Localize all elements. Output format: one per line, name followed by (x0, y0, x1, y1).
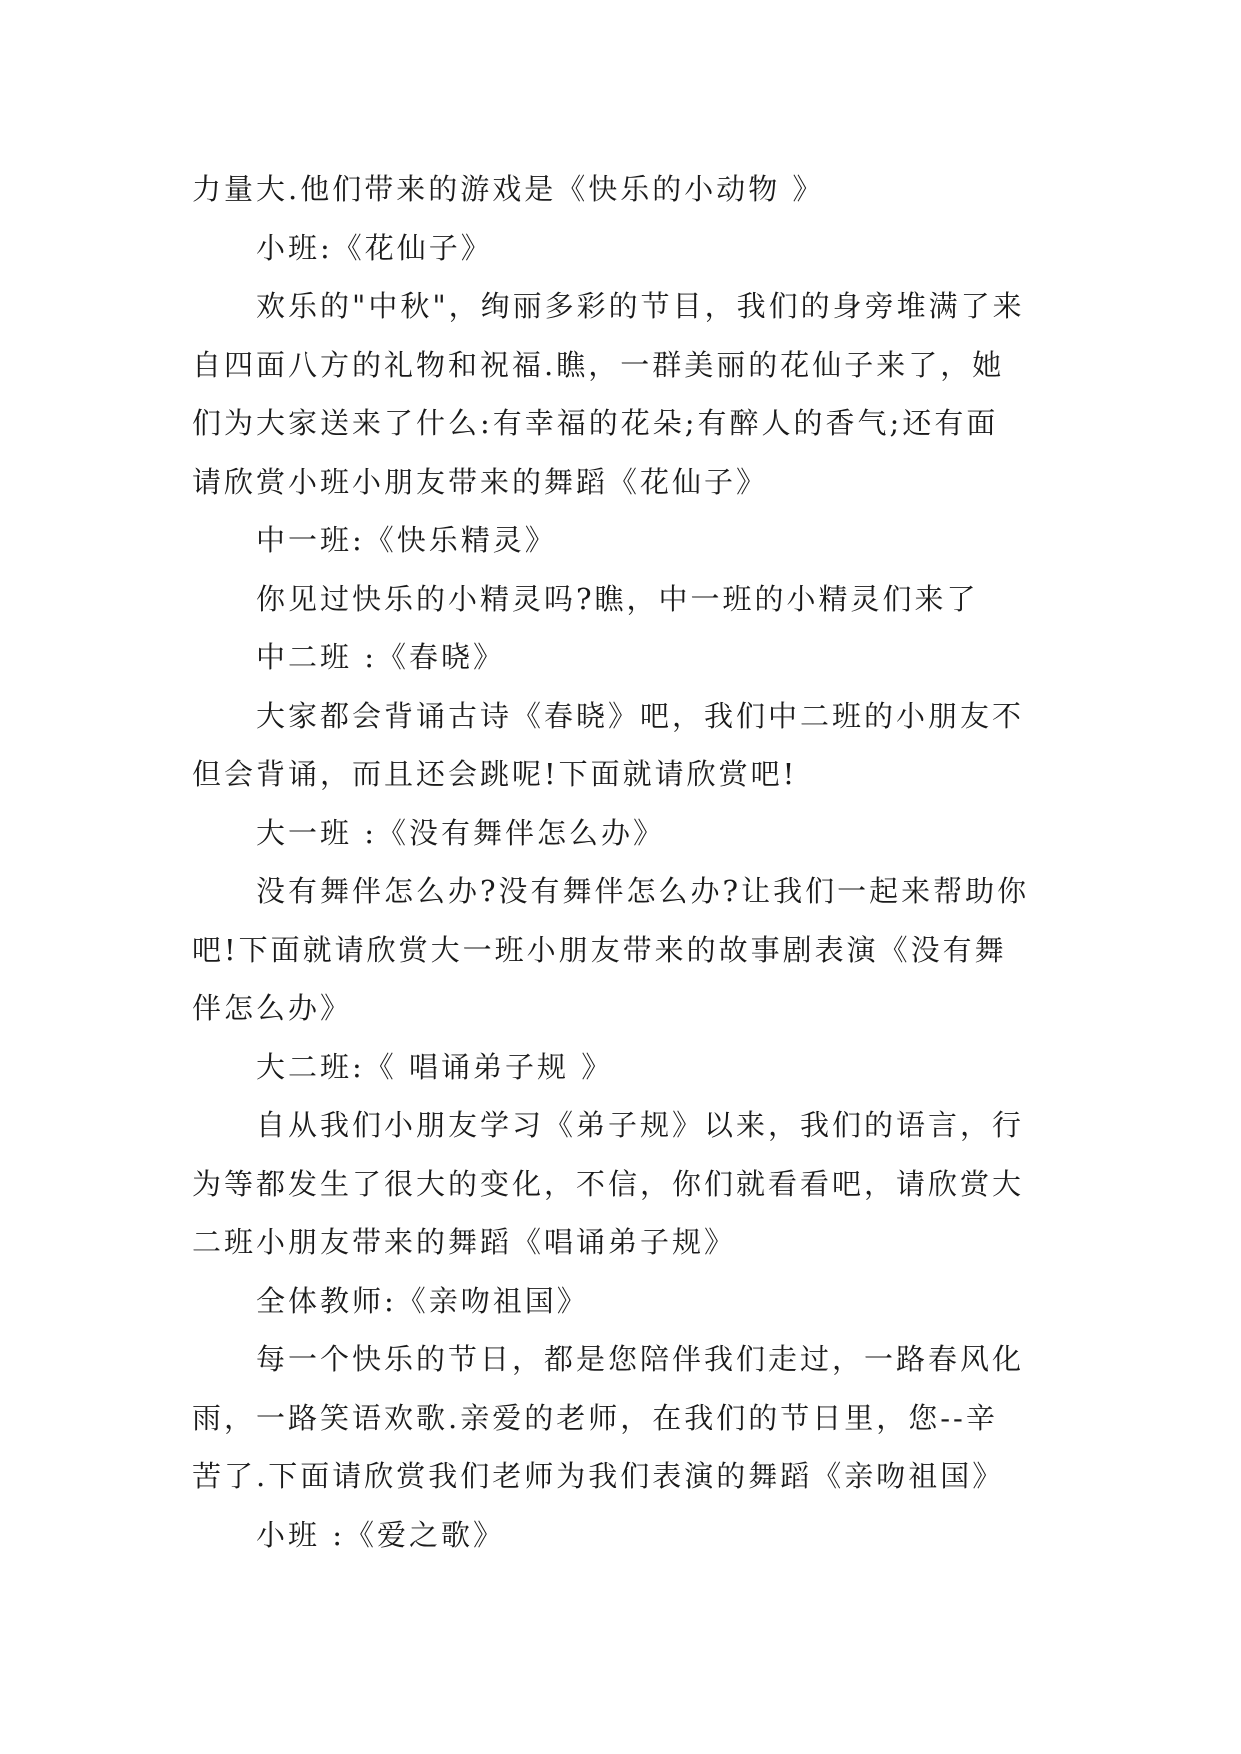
text-line: 们为大家送来了什么:有幸福的花朵;有醉人的香气;还有面 (192, 406, 999, 440)
text-line: 大家都会背诵古诗《春晓》吧，我们中二班的小朋友不 (256, 698, 1025, 733)
text-line: 请欣赏小班小朋友带来的舞蹈《花仙子》 (192, 464, 769, 499)
text-line: 欢乐的"中秋"，绚丽多彩的节目，我们的身旁堆满了来 (256, 289, 1025, 323)
document-body (192, 160, 1052, 1564)
text-line: 全体教师:《亲吻祖国》 (256, 1283, 589, 1318)
text-line: 大二班:《 唱诵弟子规 》 (256, 1049, 614, 1084)
text-line: 小班:《花仙子》 (256, 230, 493, 265)
text-line: 你见过快乐的小精灵吗?瞧，中一班的小精灵们来了 (256, 581, 979, 616)
text-line: 吧!下面就请欣赏大一班小朋友带来的故事剧表演《没有舞 (192, 932, 1007, 967)
text-line: 但会背诵，而且还会跳呢!下面就请欣赏吧! (192, 757, 798, 791)
text-line: 中二班 :《春晓》 (256, 640, 505, 674)
text-line: 自从我们小朋友学习《弟子规》以来，我们的语言，行 (256, 1108, 1025, 1142)
text-line: 小班 :《爱之歌》 (256, 1517, 505, 1552)
text-line: 大一班 :《没有舞伴怎么办》 (256, 815, 665, 850)
text-line: 自四面八方的礼物和祝福.瞧，一群美丽的花仙子来了，她 (192, 347, 1005, 382)
text-line: 中一班:《快乐精灵》 (256, 523, 557, 557)
text-line: 没有舞伴怎么办?没有舞伴怎么办?让我们一起来帮助你 (256, 874, 1030, 908)
text-line: 伴怎么办》 (192, 991, 353, 1025)
text-line: 每一个快乐的节日，都是您陪伴我们走过，一路春风化 (256, 1342, 1025, 1376)
text-line: 二班小朋友带来的舞蹈《唱诵弟子规》 (192, 1225, 737, 1259)
text-line: 力量大.他们带来的游戏是《快乐的小动物 》 (192, 172, 825, 206)
text-line: 为等都发生了很大的变化，不信，你们就看看吧，请欣赏大 (192, 1166, 1025, 1201)
text-line: 苦了.下面请欣赏我们老师为我们表演的舞蹈《亲吻祖国》 (192, 1459, 1005, 1493)
text-line: 雨，一路笑语欢歌.亲爱的老师，在我们的节日里，您--辛 (192, 1400, 998, 1435)
